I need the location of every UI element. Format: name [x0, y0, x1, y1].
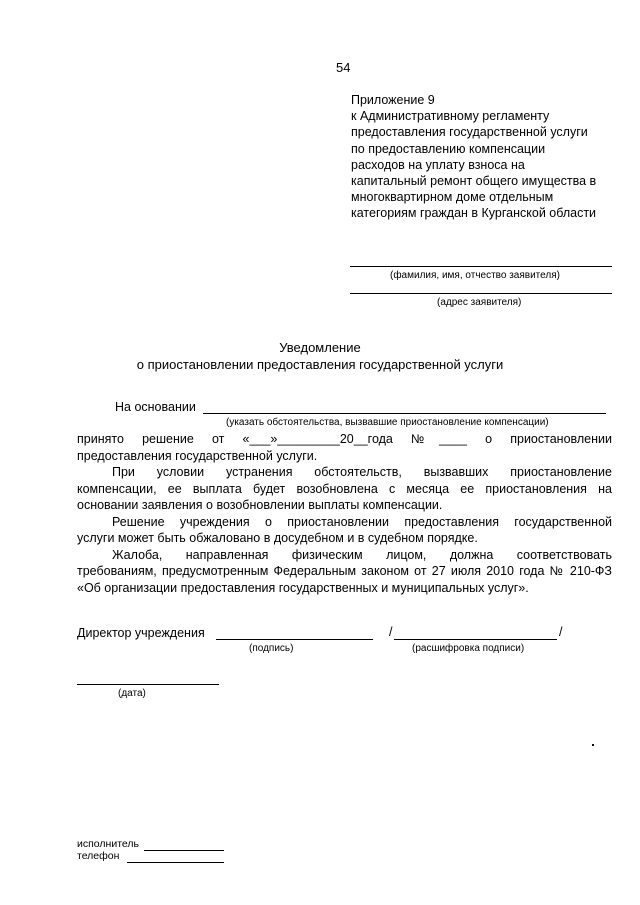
- appendix-line: Приложение 9: [351, 93, 435, 107]
- paragraph-line: компенсации, ее выплата будет возобновлена с месяца ее приостановления на: [77, 481, 612, 496]
- paragraph-line: При условии устранения обстоятельств, вызвавших приостановление: [112, 465, 612, 479]
- notice-title: Уведомление: [279, 340, 361, 355]
- paragraph-line: «Об организации предоставления государственных и муниципальных услуг».: [77, 580, 529, 595]
- applicant-name-line: [350, 266, 612, 267]
- paragraph-line: принято решение от «___»_________20__года №____ о приостановлении: [77, 432, 612, 446]
- appendix-line: по предоставлению компенсации: [351, 141, 546, 156]
- applicant-address-line: [350, 293, 612, 294]
- decoding-line: [394, 639, 557, 640]
- basis-caption: (указать обстоятельства, вызвавшие приостановление компенсации): [226, 417, 549, 428]
- executor-label: исполнитель: [77, 838, 139, 850]
- appendix-line: многоквартирном доме отдельным: [351, 190, 554, 205]
- decoding-caption: (расшифровка подписи): [412, 643, 525, 654]
- applicant-name-caption: (фамилия, имя, отчество заявителя): [390, 270, 560, 281]
- paragraph-line: основании заявления о возобновлении выплаты компенсации.: [77, 498, 443, 512]
- date-line: [77, 684, 219, 685]
- decision-paragraph: [77, 431, 612, 596]
- notice-subtitle: о приостановлении предоставления государственной услуги: [136, 357, 504, 372]
- slash-left: /: [389, 625, 393, 639]
- slash-right: /: [559, 625, 563, 639]
- date-caption: (дата): [118, 688, 146, 699]
- paragraph-line: услуги может быть обжаловано в досудебном и в судебном порядке.: [77, 531, 478, 545]
- paragraph-line: Жалоба, направленная физическим лицом, должна соответствовать: [112, 547, 612, 562]
- signature-line: [216, 639, 373, 640]
- basis-label: На основании: [115, 400, 196, 414]
- paragraph-line: требованиям, предусмотренным Федеральным законом от 27 июля 2010 года № 210-ФЗ: [77, 564, 612, 578]
- paragraph-line: предоставления государственной услуги.: [77, 448, 318, 463]
- page-number: 54: [336, 60, 351, 75]
- appendix-line: предоставления государственной услуги: [351, 125, 588, 140]
- appendix-header: [351, 92, 596, 222]
- appendix-line: к Административному регламенту: [351, 109, 550, 124]
- paragraph-line: Решение учреждения о приостановлении предоставления государственной: [112, 514, 612, 529]
- phone-label: телефон: [77, 850, 120, 862]
- applicant-address-caption: (адрес заявителя): [437, 297, 522, 308]
- appendix-line: расходов на уплату взноса на: [351, 157, 525, 172]
- executor-line: [144, 850, 224, 851]
- director-label: Директор учреждения: [77, 626, 205, 640]
- stray-mark: [592, 744, 594, 746]
- appendix-line: капитальный ремонт общего имущества в: [351, 174, 597, 189]
- appendix-line: категориям граждан в Курганской области: [351, 206, 597, 221]
- phone-line: [127, 862, 224, 863]
- basis-line: [203, 413, 606, 414]
- signature-caption: (подпись): [249, 643, 294, 654]
